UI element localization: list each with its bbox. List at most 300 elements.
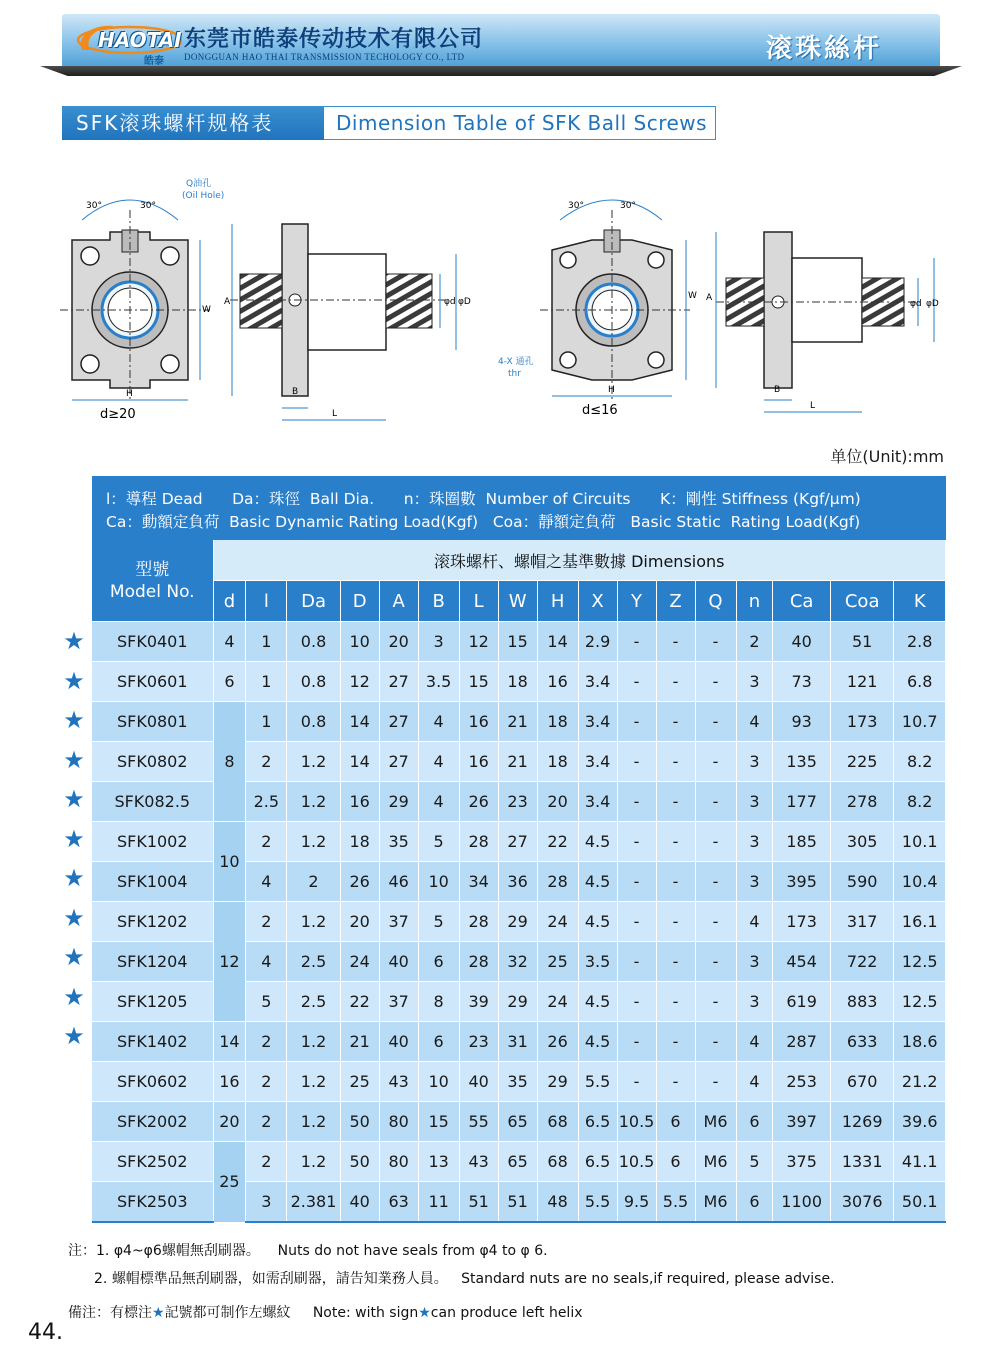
table-cell: 619 (773, 982, 830, 1022)
table-cell: 5 (418, 822, 459, 862)
table-cell: 3 (246, 1182, 287, 1223)
table-cell: 722 (830, 942, 894, 982)
table-cell: 5.5 (578, 1182, 617, 1223)
table-cell: - (656, 702, 695, 742)
table-cell: 22 (340, 982, 379, 1022)
table-cell: - (656, 862, 695, 902)
table-cell: 16 (459, 702, 498, 742)
table-cell: 18 (498, 662, 537, 702)
company-logo (74, 20, 182, 67)
column-header: Y (617, 581, 656, 622)
table-cell: - (617, 782, 656, 822)
table-cell: 1 (246, 702, 287, 742)
column-header: Q (695, 581, 736, 622)
table-cell: 10 (418, 1062, 459, 1102)
table-cell: 16 (340, 782, 379, 822)
d-cell: 16 (213, 1062, 246, 1102)
table-cell: 39.6 (894, 1102, 946, 1142)
d-cell: 4 (213, 622, 246, 662)
table-cell: 633 (830, 1022, 894, 1062)
star-icon: ★ (63, 943, 85, 971)
table-cell: 225 (830, 742, 894, 782)
table-cell: 2 (246, 1062, 287, 1102)
header-base (40, 66, 962, 76)
model-cell: SFK0802 (92, 742, 213, 782)
table-cell: 27 (379, 662, 418, 702)
table-cell: 1.2 (287, 902, 340, 942)
table-cell: 4.5 (578, 982, 617, 1022)
column-header: B (418, 581, 459, 622)
table-cell: 27 (379, 742, 418, 782)
table-cell: 2.5 (287, 982, 340, 1022)
dim-h: H (126, 389, 133, 399)
table-cell: 173 (830, 702, 894, 742)
table-cell: 18 (537, 742, 578, 782)
table-cell: 15 (459, 662, 498, 702)
table-cell: 1269 (830, 1102, 894, 1142)
table-cell: 20 (379, 622, 418, 662)
remark (68, 1302, 583, 1322)
table-cell: 29 (498, 982, 537, 1022)
table-cell: 2 (736, 622, 773, 662)
table-cell: M6 (695, 1182, 736, 1223)
table-cell: - (695, 1062, 736, 1102)
model-cell: SFK082.5 (92, 782, 213, 822)
table-row (92, 1062, 946, 1102)
table-cell: 43 (379, 1062, 418, 1102)
table-cell: 48 (537, 1182, 578, 1223)
table-cell: - (656, 982, 695, 1022)
table-cell: 12.5 (894, 982, 946, 1022)
angle-label: 30° (86, 201, 102, 211)
dim-d-big: φD (458, 297, 471, 307)
table-row (92, 1142, 946, 1182)
table-cell: 6.5 (578, 1102, 617, 1142)
table-cell: - (656, 902, 695, 942)
table-cell: - (656, 822, 695, 862)
table-cell: 278 (830, 782, 894, 822)
table-cell: 16 (459, 742, 498, 782)
table-cell: 5 (736, 1142, 773, 1182)
table-cell: 6 (656, 1102, 695, 1142)
table-cell: - (617, 1062, 656, 1102)
table-cell: 15 (498, 622, 537, 662)
note-cn: φ4~φ6螺帽無刮刷器。 (113, 1243, 260, 1259)
table-cell: 6.8 (894, 662, 946, 702)
table-cell: - (656, 1022, 695, 1062)
table-cell: 40 (773, 622, 830, 662)
table-row (92, 902, 946, 942)
table-cell: 3 (736, 982, 773, 1022)
dim-l: L (810, 401, 816, 411)
table-cell: - (617, 982, 656, 1022)
table-cell: 3 (736, 822, 773, 862)
angle-label: 30° (140, 201, 156, 211)
d-cell: 6 (213, 662, 246, 702)
remark-cn: 記號都可制作左螺紋 (164, 1305, 291, 1321)
model-cell: SFK1004 (92, 862, 213, 902)
table-cell: 12 (340, 662, 379, 702)
table-cell: 18 (340, 822, 379, 862)
table-cell: 12 (459, 622, 498, 662)
table-cell: 375 (773, 1142, 830, 1182)
table-cell: 2 (246, 822, 287, 862)
table-cell: 4.5 (578, 822, 617, 862)
table-cell: - (695, 862, 736, 902)
table-cell: - (695, 822, 736, 862)
side-view-small (706, 232, 939, 412)
table-cell: 1.2 (287, 1142, 340, 1182)
column-header: X (578, 581, 617, 622)
table-cell: 21 (340, 1022, 379, 1062)
table-cell: - (656, 622, 695, 662)
model-header-en: Model No. (109, 581, 195, 602)
table-cell: 3 (418, 622, 459, 662)
model-cell: SFK1204 (92, 942, 213, 982)
table-cell: 1.2 (287, 1062, 340, 1102)
model-cell: SFK0602 (92, 1062, 213, 1102)
table-cell: 6 (656, 1142, 695, 1182)
table-cell: 454 (773, 942, 830, 982)
table-cell: - (617, 742, 656, 782)
table-cell: 37 (379, 902, 418, 942)
table-cell: 2.5 (287, 942, 340, 982)
table-cell: 3.5 (418, 662, 459, 702)
table-cell: 40 (340, 1182, 379, 1223)
table-cell: 2 (246, 902, 287, 942)
table-cell: 4.5 (578, 902, 617, 942)
d-cell: 8 (213, 702, 246, 822)
table-cell: 2 (246, 1142, 287, 1182)
table-cell: - (656, 742, 695, 782)
note-1 (68, 1240, 548, 1260)
table-cell: 4 (246, 942, 287, 982)
table-row (92, 1102, 946, 1142)
table-cell: 51 (459, 1182, 498, 1223)
table-cell: 28 (459, 942, 498, 982)
dim-b: B (292, 387, 299, 397)
d-cell: 10 (213, 822, 246, 902)
table-cell: 135 (773, 742, 830, 782)
table-cell: 93 (773, 702, 830, 742)
table-cell: 26 (459, 782, 498, 822)
table-cell: 2 (287, 862, 340, 902)
d-cell: 20 (213, 1102, 246, 1142)
table-cell: 14 (340, 702, 379, 742)
table-cell: 305 (830, 822, 894, 862)
table-cell: - (695, 902, 736, 942)
table-cell: 5.5 (656, 1182, 695, 1223)
table-cell: 2.9 (578, 622, 617, 662)
table-cell: 29 (379, 782, 418, 822)
dim-d-big: φD (926, 299, 939, 309)
table-cell: 39 (459, 982, 498, 1022)
star-icon: ★ (63, 1022, 85, 1050)
table-cell: 40 (459, 1062, 498, 1102)
note-en: Nuts do not have seals from φ4 to φ 6. (277, 1243, 548, 1259)
table-cell: 4 (736, 902, 773, 942)
table-cell: 35 (379, 822, 418, 862)
size-caption: d≤16 (582, 403, 618, 418)
table-cell: - (617, 662, 656, 702)
table-cell: - (617, 902, 656, 942)
table-cell: 2.8 (894, 622, 946, 662)
table-cell: 26 (537, 1022, 578, 1062)
table-cell: 1 (246, 622, 287, 662)
table-cell: 25 (340, 1062, 379, 1102)
table-cell: 4 (418, 782, 459, 822)
dim-a: A (224, 297, 231, 307)
column-header: Coa (830, 581, 894, 622)
note-label: 注：1. (68, 1243, 110, 1259)
table-cell: 50 (340, 1102, 379, 1142)
table-cell: 1100 (773, 1182, 830, 1223)
title-cn: SFK滚珠螺杆规格表 (62, 106, 324, 140)
table-cell: 1.2 (287, 1022, 340, 1062)
dim-a: A (706, 293, 713, 303)
table-cell: 14 (537, 622, 578, 662)
oil-hole-label-en: (Oil Hole) (182, 191, 225, 201)
table-cell: - (617, 942, 656, 982)
column-header: Da (287, 581, 340, 622)
table-cell: 20 (340, 902, 379, 942)
table-cell: 121 (830, 662, 894, 702)
table-cell: 46 (379, 862, 418, 902)
table-cell: 6.5 (578, 1142, 617, 1182)
table-cell: 4.5 (578, 862, 617, 902)
star-icon: ★ (63, 785, 85, 813)
table-cell: 287 (773, 1022, 830, 1062)
star-icon: ★ (63, 903, 85, 932)
side-view-large (224, 224, 471, 420)
remark-en: Note: with sign (312, 1305, 419, 1321)
table-cell: 34 (459, 862, 498, 902)
star-icon: ★ (63, 745, 85, 774)
table-cell: 16.1 (894, 902, 946, 942)
table-cell: 0.8 (287, 702, 340, 742)
table-cell: 37 (379, 982, 418, 1022)
table-cell: 32 (498, 942, 537, 982)
model-cell: SFK0601 (92, 662, 213, 702)
thru-hole-label-en: thr (508, 369, 521, 379)
note-cn: 螺帽標準品無刮刷器，如需刮刷器，請告知業務人員。 (111, 1271, 448, 1287)
table-cell: 0.8 (287, 662, 340, 702)
d-cell: 25 (213, 1142, 246, 1223)
table-cell: 253 (773, 1062, 830, 1102)
table-cell: 29 (537, 1062, 578, 1102)
table-cell: 51 (498, 1182, 537, 1223)
spec-table (92, 540, 946, 1223)
table-cell: 10.4 (894, 862, 946, 902)
model-header-cn: 型號 (135, 559, 170, 580)
table-cell: 883 (830, 982, 894, 1022)
table-cell: - (695, 662, 736, 702)
star-icon: ★ (418, 1305, 431, 1321)
remark-cn: 備注：有標注 (68, 1305, 152, 1321)
table-cell: - (656, 782, 695, 822)
star-icon: ★ (63, 666, 85, 695)
technical-drawings (60, 170, 950, 430)
model-cell: SFK0401 (92, 622, 213, 662)
table-cell: - (656, 1062, 695, 1102)
legend-line: Ca：動額定負荷 Basic Dynamic Rating Load(Kgf) Coa：靜額定負荷 Basic Static Rating Load(Kgf) (106, 513, 861, 531)
note-en: Standard nuts are no seals,if required, please advise. (461, 1271, 835, 1287)
model-cell: SFK1402 (92, 1022, 213, 1062)
table-cell: 0.8 (287, 622, 340, 662)
table-row (92, 662, 946, 702)
logo-subtext: 皓泰 (144, 56, 164, 67)
front-view-small (498, 200, 697, 418)
table-cell: 1.2 (287, 782, 340, 822)
table-cell: 3 (736, 782, 773, 822)
left-helix-stars (58, 622, 90, 1057)
table-cell: 5 (418, 902, 459, 942)
star-icon: ★ (63, 627, 85, 655)
table-cell: 63 (379, 1182, 418, 1223)
table-cell: 5 (246, 982, 287, 1022)
table-cell: 36 (498, 862, 537, 902)
table-cell: 6 (418, 942, 459, 982)
table-row (92, 1022, 946, 1062)
table-cell: 25 (537, 942, 578, 982)
dim-d-small: φd (444, 297, 456, 307)
model-cell: SFK2502 (92, 1142, 213, 1182)
table-cell: 2 (246, 1022, 287, 1062)
table-cell: 5.5 (578, 1062, 617, 1102)
table-cell: 16 (537, 662, 578, 702)
table-cell: 670 (830, 1062, 894, 1102)
title-en: Dimension Table of SFK Ball Screws (324, 106, 716, 140)
table-cell: 73 (773, 662, 830, 702)
star-icon: ★ (63, 864, 85, 892)
table-cell: - (617, 862, 656, 902)
note-label: 2. (94, 1271, 108, 1287)
table-cell: 41.1 (894, 1142, 946, 1182)
table-cell: 68 (537, 1142, 578, 1182)
table-cell: 4 (246, 862, 287, 902)
table-cell: 50 (340, 1142, 379, 1182)
model-cell: SFK2503 (92, 1182, 213, 1223)
model-cell: SFK2002 (92, 1102, 213, 1142)
column-header: K (894, 581, 946, 622)
table-cell: 24 (537, 982, 578, 1022)
table-cell: 3076 (830, 1182, 894, 1223)
table-cell: 2 (246, 742, 287, 782)
legend-box (92, 476, 946, 540)
table-cell: 177 (773, 782, 830, 822)
table-cell: 21 (498, 742, 537, 782)
note-2 (94, 1268, 835, 1288)
column-header: D (340, 581, 379, 622)
table-cell: 6 (736, 1102, 773, 1142)
oil-hole-label: Q油孔 (186, 179, 212, 189)
page-number: 44. (28, 1320, 63, 1345)
table-cell: 80 (379, 1102, 418, 1142)
table-cell: 3.4 (578, 702, 617, 742)
table-cell: - (695, 982, 736, 1022)
company-name-cn: 东莞市皓泰传动技术有限公司 (184, 27, 484, 52)
table-cell: - (695, 782, 736, 822)
table-cell: 10 (418, 862, 459, 902)
dimensions-header: 滚珠螺杆、螺帽之基準數據 Dimensions (213, 540, 945, 581)
table-cell: 22 (537, 822, 578, 862)
company-name-en: DONGGUAN HAO THAI TRANSMISSION TECHOLOGY CO., LTD (184, 52, 465, 62)
table-cell: 68 (537, 1102, 578, 1142)
table-cell: 8.2 (894, 782, 946, 822)
model-cell: SFK1202 (92, 902, 213, 942)
angle-label: 30° (568, 201, 584, 211)
table-cell: 1.2 (287, 822, 340, 862)
table-cell: 24 (340, 942, 379, 982)
table-cell: 55 (459, 1102, 498, 1142)
table-cell: 14 (340, 742, 379, 782)
table-cell: M6 (695, 1102, 736, 1142)
table-cell: 2 (246, 1102, 287, 1142)
table-cell: 26 (340, 862, 379, 902)
column-header: W (498, 581, 537, 622)
table-cell: 28 (459, 902, 498, 942)
table-cell: - (617, 622, 656, 662)
table-cell: 4 (418, 742, 459, 782)
table-cell: 21.2 (894, 1062, 946, 1102)
table-cell: - (695, 622, 736, 662)
column-header: L (459, 581, 498, 622)
star-icon: ★ (63, 824, 85, 853)
model-cell: SFK1002 (92, 822, 213, 862)
table-cell: 40 (379, 1022, 418, 1062)
table-cell: - (695, 942, 736, 982)
table-cell: 80 (379, 1142, 418, 1182)
table-cell: 1 (246, 662, 287, 702)
angle-label: 30° (620, 201, 636, 211)
table-cell: 3 (736, 942, 773, 982)
table-cell: - (695, 742, 736, 782)
table-cell: - (695, 1022, 736, 1062)
column-header: n (736, 581, 773, 622)
table-cell: 21 (498, 702, 537, 742)
table-cell: 4.5 (578, 1022, 617, 1062)
table-cell: 6 (736, 1182, 773, 1223)
table-cell: 3.5 (578, 942, 617, 982)
front-view-large (60, 177, 224, 422)
table-cell: M6 (695, 1142, 736, 1182)
table-cell: 3.4 (578, 742, 617, 782)
table-cell: 31 (498, 1022, 537, 1062)
table-cell: 4 (418, 702, 459, 742)
table-cell: 10.5 (617, 1102, 656, 1142)
size-caption: d≥20 (100, 407, 136, 422)
dim-h: H (608, 385, 615, 395)
table-cell: 4 (736, 1062, 773, 1102)
table-cell: 10 (340, 622, 379, 662)
table-cell: 40 (379, 942, 418, 982)
table-cell: 9.5 (617, 1182, 656, 1223)
table-cell: 28 (459, 822, 498, 862)
table-cell: 1.2 (287, 742, 340, 782)
table-cell: 397 (773, 1102, 830, 1142)
table-cell: 10.7 (894, 702, 946, 742)
table-cell: 51 (830, 622, 894, 662)
table-cell: 3 (736, 742, 773, 782)
d-cell: 14 (213, 1022, 246, 1062)
table-cell: 13 (418, 1142, 459, 1182)
column-header: l (246, 581, 287, 622)
dim-l: L (332, 409, 338, 419)
category-title: 滚珠絲杆 (765, 34, 882, 64)
star-icon: ★ (63, 982, 85, 1011)
table-cell: 4 (736, 1022, 773, 1062)
table-cell: 395 (773, 862, 830, 902)
